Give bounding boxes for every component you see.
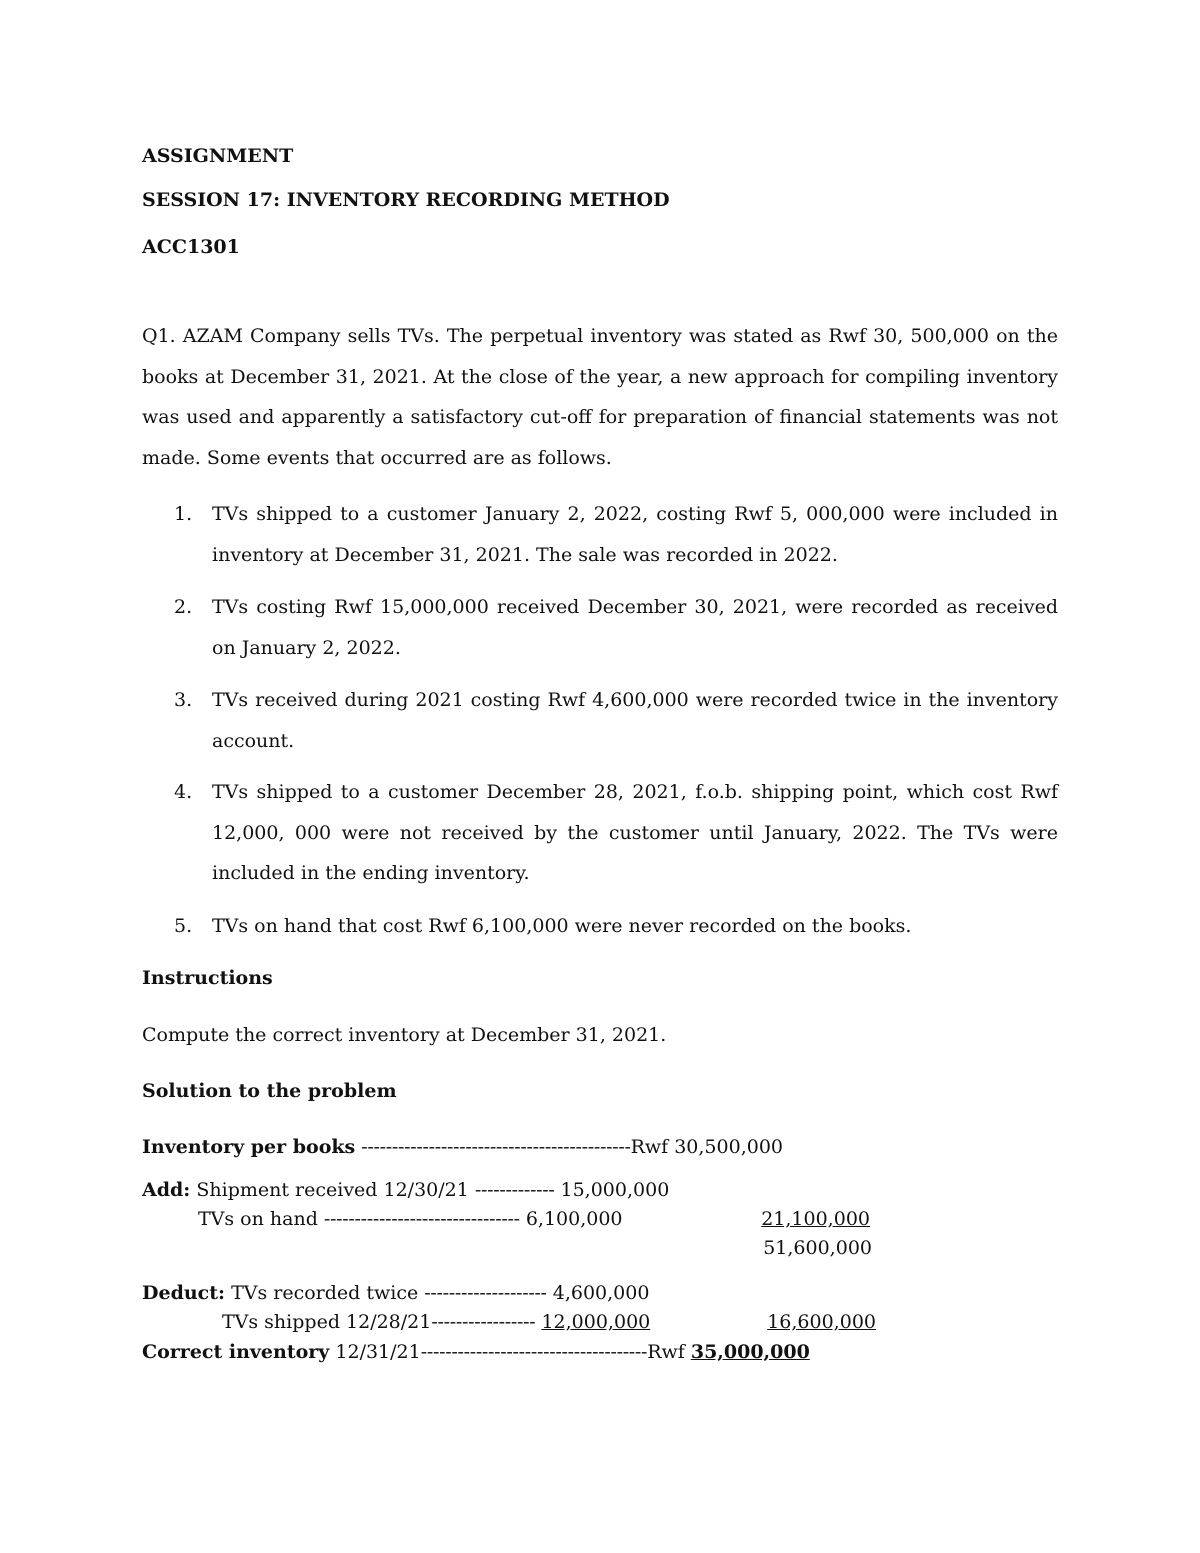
add-item-value: 6,100,000 xyxy=(525,1208,623,1230)
leader-dashes: -------------------- xyxy=(424,1282,547,1304)
leader-dashes: ------------- xyxy=(474,1179,555,1201)
correct-date: 12/31/21 xyxy=(335,1341,421,1363)
list-item xyxy=(174,680,1058,761)
deduct-label: Deduct: xyxy=(142,1282,226,1304)
leader-dashes: ------------------------------------- xyxy=(420,1341,648,1363)
list-item xyxy=(174,906,1058,947)
list-item xyxy=(174,494,1058,575)
correct-inventory-row xyxy=(142,1341,810,1363)
instructions-heading: Instructions xyxy=(142,967,273,989)
deduct-item-label: TVs shipped 12/28/21 xyxy=(222,1311,432,1333)
list-number: 5. xyxy=(174,915,193,937)
deduct-total: 16,600,000 xyxy=(767,1311,876,1333)
per-books-label: Inventory per books xyxy=(142,1136,356,1158)
correct-value: 35,000,000 xyxy=(690,1341,810,1363)
deduct-item-label: TVs recorded twice xyxy=(231,1282,419,1304)
inventory-per-books-row xyxy=(142,1136,783,1158)
add-total: 21,100,000 xyxy=(761,1208,870,1230)
list-text: TVs received during 2021 costing Rwf 4,600,000 were recorded twice in the inventory account. xyxy=(212,689,1058,752)
deduct-row-1 xyxy=(142,1282,649,1304)
add-label: Add: xyxy=(142,1179,191,1201)
list-item xyxy=(174,587,1058,668)
question-intro: Q1. AZAM Company sells TVs. The perpetual inventory was stated as Rwf 30, 500,000 on the books at December 31, 2021. At the close of the year, a new approach for compiling inventory was used and apparently a satisfactory cut-off for preparation of financial statements was not made. Some events that occurred are as follows. xyxy=(142,325,1058,469)
list-item xyxy=(174,772,1058,894)
course-code: ACC1301 xyxy=(142,236,240,258)
correct-label: Correct inventory xyxy=(142,1341,330,1363)
correct-prefix: Rwf xyxy=(647,1341,685,1363)
session-title: SESSION 17: INVENTORY RECORDING METHOD xyxy=(142,189,670,211)
add-item-label: Shipment received 12/30/21 xyxy=(196,1179,469,1201)
subtotal: 51,600,000 xyxy=(763,1237,872,1259)
solution-heading: Solution to the problem xyxy=(142,1080,397,1102)
deduct-item-value: 12,000,000 xyxy=(541,1311,651,1333)
list-text: TVs shipped to a customer January 2, 2022, costing Rwf 5, 000,000 were included in inventory at December 31, 2021. The sale was recorded in 2022. xyxy=(212,503,1058,566)
add-item-value: 15,000,000 xyxy=(560,1179,670,1201)
list-number: 2. xyxy=(174,596,193,618)
leader-dashes: -------------------------------- xyxy=(323,1208,520,1230)
add-row-1 xyxy=(142,1179,669,1201)
list-number: 4. xyxy=(174,781,193,803)
add-row-2 xyxy=(198,1208,623,1230)
instructions-text: Compute the correct inventory at December 31, 2021. xyxy=(142,1024,667,1046)
list-text: TVs costing Rwf 15,000,000 received December 30, 2021, were recorded as received on January 2, 2022. xyxy=(212,596,1058,659)
assignment-title: ASSIGNMENT xyxy=(142,145,294,167)
list-number: 1. xyxy=(174,503,193,525)
leader-dashes: -------------------------------------------- xyxy=(361,1136,631,1158)
per-books-value: Rwf 30,500,000 xyxy=(630,1136,784,1158)
add-item-label: TVs on hand xyxy=(198,1208,318,1230)
list-number: 3. xyxy=(174,689,193,711)
deduct-row-2 xyxy=(222,1311,650,1333)
leader-dashes: ----------------- xyxy=(431,1311,536,1333)
deduct-item-value: 4,600,000 xyxy=(552,1282,650,1304)
list-text: TVs on hand that cost Rwf 6,100,000 were never recorded on the books. xyxy=(212,915,912,937)
list-text: TVs shipped to a customer December 28, 2021, f.o.b. shipping point, which cost Rwf 12,000, 000 were not received by the customer until January, 2022. The TVs were included in the ending inventory. xyxy=(212,781,1058,884)
